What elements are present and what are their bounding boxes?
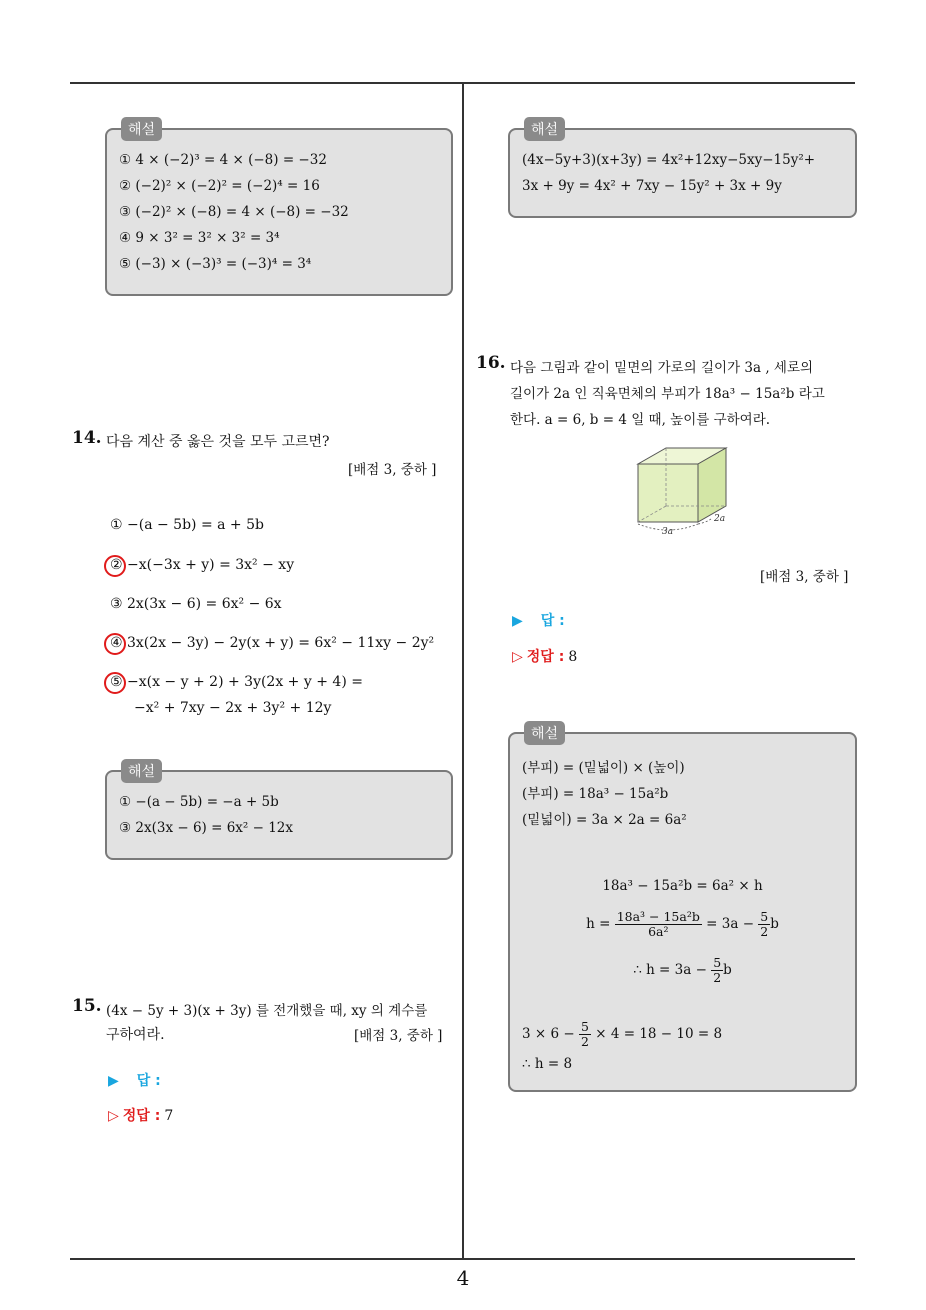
- correct-answer-label: 정답 :: [526, 649, 565, 665]
- equation: 18a³ − 15a²b = 6a² × h: [602, 878, 763, 894]
- answer-label: 답 :: [540, 613, 565, 629]
- selected-circle-mark: [104, 672, 126, 694]
- choice-5: ⑤ −x(x − y + 2) + 3y(2x + y + 4) =: [110, 674, 363, 690]
- question-meta: [배점 3, 중하 ]: [348, 462, 437, 478]
- choice-5-continued: −x² + 7xy − 2x + 3y² + 12y: [134, 700, 332, 716]
- bottom-rule: [70, 1258, 855, 1260]
- selected-circle-mark: [104, 555, 126, 577]
- explanation-line: (부피) = 18a³ − 15a²b: [522, 786, 669, 802]
- q14-explanation-box: [105, 764, 453, 860]
- explanation-line: ④ 9 × 3² = 3² × 3² = 3⁴: [119, 230, 280, 246]
- explanation-tag: 해설: [524, 117, 565, 141]
- equation-part: h =: [586, 915, 611, 932]
- depth-label: 2a: [714, 514, 726, 524]
- explanation-tag: 해설: [121, 117, 162, 141]
- explanation-tag: 해설: [524, 721, 565, 745]
- question-text: 구하여라.: [106, 1027, 165, 1043]
- explanation-line: ⑤ (−3) × (−3)³ = (−3)⁴ = 3⁴: [119, 256, 312, 272]
- answer-row: [108, 1070, 161, 1090]
- question-meta: [배점 3, 중하 ]: [760, 569, 849, 585]
- correct-answer-label: 정답 :: [122, 1108, 161, 1124]
- selected-circle-mark: [104, 633, 126, 655]
- fraction: $\frac{\text{18a³ − 15a²b}}{\text{6a²}}$: [616, 909, 700, 939]
- play-triangle-icon: ▶: [512, 613, 523, 629]
- explanation-line: ③ 2x(3x − 6) = 6x² − 12x: [119, 820, 294, 836]
- question-text: (4x − 5y + 3)(x + 3y) 를 전개했을 때, xy 의 계수를: [106, 1003, 428, 1019]
- question-text: 다음 그림과 같이 밑면의 가로의 길이가 3a , 세로의: [510, 360, 814, 376]
- equation-part: = 3a −: [706, 915, 754, 932]
- explanation-tag: 해설: [121, 759, 162, 783]
- fraction: $\frac{5}{2}$: [580, 1019, 589, 1049]
- page-number: 4: [456, 1266, 470, 1290]
- choice-4: ④ 3x(2x − 3y) − 2y(x + y) = 6x² − 11xy − 2y²: [110, 635, 435, 651]
- choice-3: ③ 2x(3x − 6) = 6x² − 6x: [110, 596, 282, 612]
- equation-part: b: [723, 961, 732, 978]
- q13-explanation-box: [105, 122, 453, 296]
- explanation-line: (4x−5y+3)(x+3y) = 4x²+12xy−5xy−15y²+: [522, 152, 816, 168]
- choice-1: ① −(a − 5b) = a + 5b: [110, 517, 264, 533]
- explanation-line: ① 4 × (−2)³ = 4 × (−8) = −32: [119, 152, 327, 168]
- correct-answer-value: 7: [164, 1108, 174, 1124]
- question-number: 15.: [72, 996, 102, 1016]
- cuboid-figure: [628, 442, 740, 537]
- question-number: 16.: [476, 353, 506, 373]
- answer-row: [512, 610, 565, 630]
- fraction: $\frac{5}{2}$: [760, 909, 769, 939]
- question-text: 다음 계산 중 옳은 것을 모두 고르면?: [106, 434, 330, 450]
- calculation-line: [522, 1020, 722, 1049]
- width-label: 3a: [662, 527, 674, 537]
- explanation-line: (부피) = (밑넓이) × (높이): [522, 760, 685, 776]
- column-divider: [462, 83, 464, 1258]
- question-text: 한다. a = 6, b = 4 일 때, 높이를 구하여라.: [510, 412, 771, 428]
- explanation-line: ① −(a − 5b) = −a + 5b: [119, 794, 279, 810]
- choice-2: ② −x(−3x + y) = 3x² − xy: [110, 557, 295, 573]
- outline-triangle-icon: ▷: [512, 649, 523, 665]
- q15-explanation-box: [508, 122, 857, 218]
- correct-answer-row: [108, 1105, 173, 1125]
- equation-part: 3 × 6 −: [522, 1025, 575, 1042]
- question-text: 길이가 2a 인 직육면체의 부피가 18a³ − 15a²b 라고: [510, 386, 825, 402]
- question-number: 14.: [72, 428, 102, 448]
- correct-answer-value: 8: [568, 649, 578, 665]
- question-meta: [배점 3, 중하 ]: [354, 1028, 443, 1044]
- fraction: $\frac{5}{2}$: [713, 955, 722, 985]
- explanation-line: (밑넓이) = 3a × 2a = 6a²: [522, 812, 687, 828]
- correct-answer-row: [512, 646, 577, 666]
- result-line: ∴ h = 8: [522, 1056, 573, 1072]
- outline-triangle-icon: ▷: [108, 1108, 119, 1124]
- explanation-line: ③ (−2)² × (−8) = 4 × (−8) = −32: [119, 204, 349, 220]
- q16-explanation-box: [508, 726, 857, 1092]
- explanation-line: ② (−2)² × (−2)² = (−2)⁴ = 16: [119, 178, 320, 194]
- equation-with-fraction: [510, 956, 855, 985]
- answer-label: 답 :: [136, 1073, 161, 1089]
- equation-with-fraction: [510, 910, 855, 939]
- equation-part: b: [770, 915, 779, 932]
- equation-part: × 4 = 18 − 10 = 8: [595, 1025, 723, 1042]
- explanation-line: 3x + 9y = 4x² + 7xy − 15y² + 3x + 9y: [522, 178, 782, 194]
- play-triangle-icon: ▶: [108, 1073, 119, 1089]
- equation-part: ∴ h = 3a −: [633, 961, 707, 978]
